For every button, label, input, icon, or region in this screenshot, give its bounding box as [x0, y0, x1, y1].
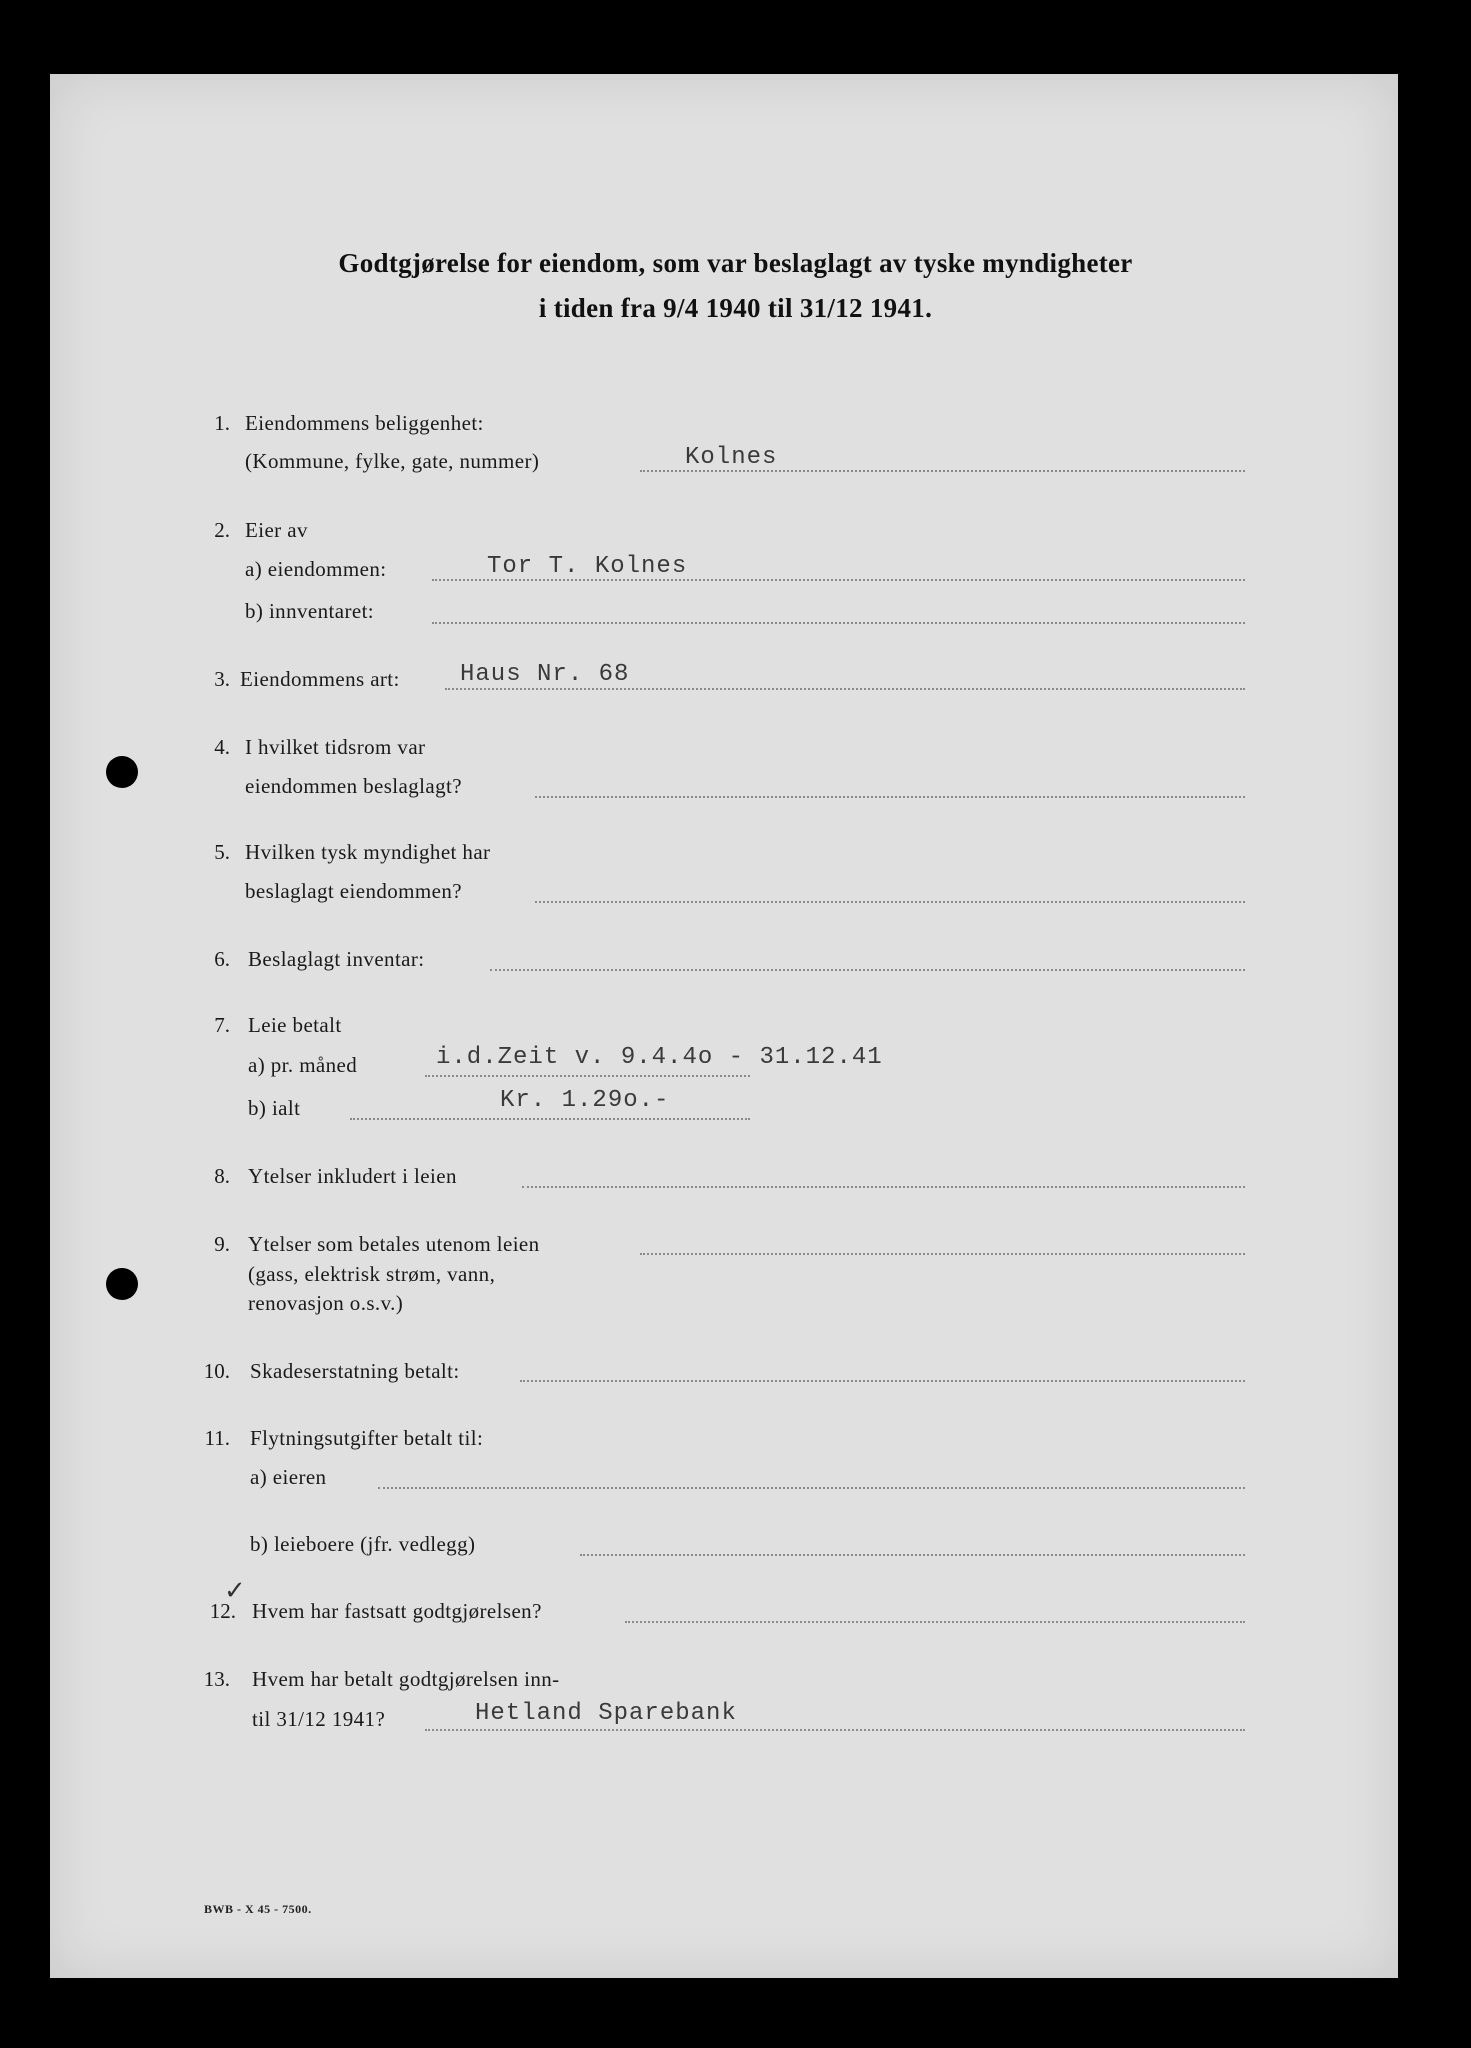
item-13-label: Hvem har betalt godtgjørelsen inn-: [252, 1667, 560, 1691]
item-7-number: 7.: [214, 1013, 230, 1037]
item-11b-field-line: [580, 1554, 1245, 1556]
item-12-field-line: [625, 1621, 1245, 1623]
handwritten-check-mark: ✓: [224, 1576, 246, 1605]
item-2-number: 2.: [214, 518, 230, 542]
item-9-label: Ytelser som betales utenom leien: [248, 1232, 540, 1256]
item-1-value: Kolnes: [685, 444, 778, 471]
item-13-number: 13.: [203, 1667, 230, 1691]
item-12-number: 12.: [209, 1599, 236, 1623]
item-7-label: Leie betalt: [248, 1013, 342, 1037]
item-2-label: Eier av: [245, 518, 308, 542]
item-5-field-line: [535, 901, 1245, 903]
item-10-field-line: [520, 1380, 1245, 1382]
item-4-field-line: [535, 796, 1245, 798]
item-11-number: 11.: [204, 1426, 230, 1450]
punch-hole-bottom: [106, 1268, 138, 1300]
item-3-label: Eiendommens art:: [240, 667, 400, 691]
item-13-field-line: [425, 1729, 1245, 1731]
item-8-label: Ytelser inkludert i leien: [248, 1164, 457, 1188]
item-9-sublabel-2: renovasjon o.s.v.): [248, 1291, 404, 1315]
item-12-label: Hvem har fastsatt godtgjørelsen?: [252, 1599, 542, 1623]
item-11b-label: b) leieboere (jfr. vedlegg): [250, 1532, 476, 1556]
item-3-field-line: [445, 688, 1245, 690]
item-8-field-line: [522, 1186, 1245, 1188]
item-5-sublabel: beslaglagt eiendommen?: [245, 879, 462, 903]
item-2b-field-line: [432, 622, 1245, 624]
item-1-label: Eiendommens beliggenhet:: [245, 411, 484, 435]
item-7a-label: a) pr. måned: [248, 1053, 358, 1077]
item-2b-label: b) innventaret:: [245, 599, 375, 623]
item-4-sublabel: eiendommen beslaglagt?: [245, 774, 462, 798]
item-1-number: 1.: [214, 411, 230, 435]
item-3-number: 3.: [214, 667, 230, 691]
item-1-sublabel: (Kommune, fylke, gate, nummer): [245, 449, 540, 473]
item-10-label: Skadeserstatning betalt:: [250, 1359, 460, 1383]
item-6-label: Beslaglagt inventar:: [248, 947, 425, 971]
item-9-field-line: [640, 1253, 1245, 1255]
punch-hole-top: [106, 756, 138, 788]
item-5-number: 5.: [214, 840, 230, 864]
item-13-sublabel: til 31/12 1941?: [252, 1707, 386, 1731]
item-7b-value: Kr. 1.29o.-: [500, 1087, 670, 1114]
item-7a-value: i.d.Zeit v. 9.4.4o - 31.12.41: [436, 1044, 883, 1071]
item-11-label: Flytningsutgifter betalt til:: [250, 1426, 484, 1450]
item-5-label: Hvilken tysk myndighet har: [245, 840, 491, 864]
item-10-number: 10.: [203, 1359, 230, 1383]
print-code-footer: BWB - X 45 - 7500.: [204, 1902, 312, 1916]
item-7b-field-line: [350, 1118, 750, 1120]
item-8-number: 8.: [214, 1164, 230, 1188]
item-6-number: 6.: [214, 947, 230, 971]
item-7a-field-line: [425, 1075, 750, 1077]
item-6-field-line: [490, 969, 1245, 971]
form-title-line2: i tiden fra 9/4 1940 til 31/12 1941.: [538, 293, 933, 323]
item-2a-value: Tor T. Kolnes: [487, 553, 688, 580]
item-7b-label: b) ialt: [248, 1096, 301, 1120]
form-title-line1: Godtgjørelse for eiendom, som var beslaglagt av tyske myndigheter: [338, 248, 1133, 278]
item-11a-field-line: [378, 1487, 1245, 1489]
item-3-value: Haus Nr. 68: [460, 661, 630, 688]
item-4-number: 4.: [214, 735, 230, 759]
item-13-value: Hetland Sparebank: [475, 1700, 737, 1727]
item-9-number: 9.: [214, 1232, 230, 1256]
item-2a-label: a) eiendommen:: [245, 557, 387, 581]
item-4-label: I hvilket tidsrom var: [245, 735, 426, 759]
item-9-sublabel: (gass, elektrisk strøm, vann,: [248, 1262, 496, 1286]
item-11a-label: a) eieren: [250, 1465, 327, 1489]
